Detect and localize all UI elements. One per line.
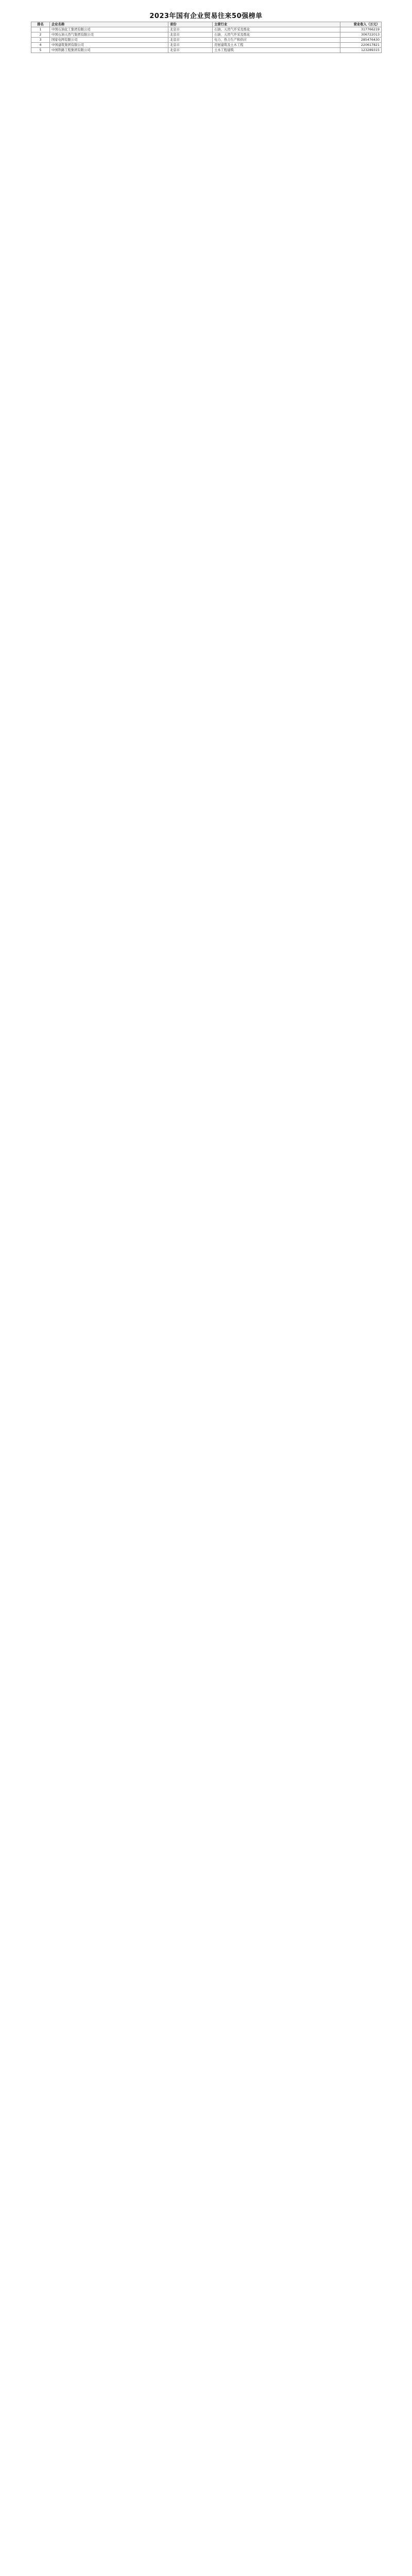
table-body: [31, 27, 382, 53]
company-cell: 中国石油化工集团有限公司: [50, 27, 168, 32]
industry-cell: 土木工程建筑: [213, 48, 340, 53]
rank-cell: 2: [31, 32, 50, 38]
document-page: [31, 11, 381, 53]
ranking-table: [31, 22, 382, 53]
industry-cell: 房屋建筑及土木工程: [213, 43, 340, 48]
rank-cell: 5: [31, 48, 50, 53]
company-cell: 国家电网有限公司: [50, 38, 168, 43]
rank-cell: 1: [31, 27, 50, 32]
table-row: [31, 48, 382, 53]
revenue-cell: 317766219: [340, 27, 382, 32]
revenue-cell: 306722013: [340, 32, 382, 38]
table-row: [31, 43, 382, 48]
table-row: [31, 32, 382, 38]
company-cell: 中国建筑集团有限公司: [50, 43, 168, 48]
revenue-cell: 220617821: [340, 43, 382, 48]
header-rank: 排名: [31, 22, 50, 27]
document-title: 2023年国有企业贸易往来50强榜单: [149, 12, 263, 20]
province-cell: 北京市: [168, 43, 213, 48]
rank-cell: 3: [31, 38, 50, 43]
industry-cell: 电力、热力生产和供应: [213, 38, 340, 43]
company-cell: 中国石油天然气集团有限公司: [50, 32, 168, 38]
header-revenue: 营业收入（万元）: [340, 22, 382, 27]
industry-cell: 石油、天然气开采及炼化: [213, 27, 340, 32]
table-row: [31, 27, 382, 32]
province-cell: 北京市: [168, 38, 213, 43]
province-cell: 北京市: [168, 48, 213, 53]
revenue-cell: 123289315: [340, 48, 382, 53]
table-row: [31, 38, 382, 43]
province-cell: 北京市: [168, 32, 213, 38]
header-industry: 主营行业: [213, 22, 340, 27]
industry-cell: 石油、天然气开采及炼化: [213, 32, 340, 38]
header-province: 省份: [168, 22, 213, 27]
company-cell: 中国铁路工程集团有限公司: [50, 48, 168, 53]
province-cell: 北京市: [168, 27, 213, 32]
table-header-row: [31, 22, 382, 27]
rank-cell: 4: [31, 43, 50, 48]
header-company: 企业名称: [50, 22, 168, 27]
revenue-cell: 285476430: [340, 38, 382, 43]
